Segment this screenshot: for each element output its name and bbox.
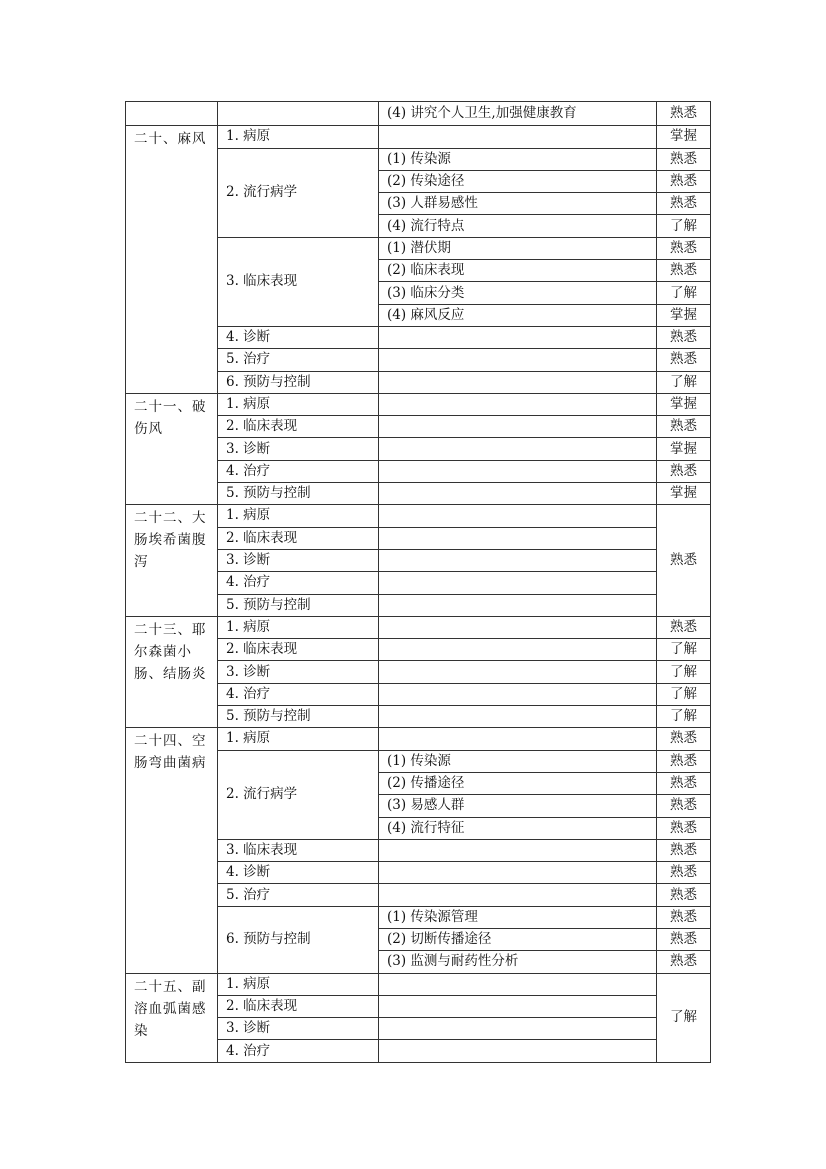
requirement-level-cell: 熟悉 xyxy=(657,728,711,750)
requirement-level-cell: 了解 xyxy=(657,282,711,304)
section-name-cell: 3. 诊断 xyxy=(218,549,379,571)
requirement-level-cell: 了解 xyxy=(657,639,711,661)
item-text-cell: (2) 临床表现 xyxy=(379,260,657,282)
section-name-cell: 3. 诊断 xyxy=(218,438,379,460)
section-name-cell: 3. 诊断 xyxy=(218,661,379,683)
item-text-cell xyxy=(379,661,657,683)
item-text-cell xyxy=(379,371,657,393)
requirement-level-cell: 熟悉 xyxy=(657,148,711,170)
item-text-cell xyxy=(379,683,657,705)
item-text-cell xyxy=(379,728,657,750)
section-name-cell: 6. 预防与控制 xyxy=(218,371,379,393)
item-text-cell: (2) 切断传播途径 xyxy=(379,928,657,950)
section-name-cell: 1. 病原 xyxy=(218,616,379,638)
unit-title-cell: 二十二、大肠埃希菌腹泻 xyxy=(126,505,218,616)
requirement-level-cell: 熟悉 xyxy=(657,505,711,616)
section-name-cell: 2. 流行病学 xyxy=(218,750,379,839)
item-text-cell xyxy=(379,393,657,415)
section-name-cell: 4. 治疗 xyxy=(218,1040,379,1062)
item-text-cell xyxy=(379,416,657,438)
item-text-cell: (4) 流行特点 xyxy=(379,215,657,237)
requirement-level-cell: 熟悉 xyxy=(657,839,711,861)
requirement-level-cell: 熟悉 xyxy=(657,772,711,794)
item-text-cell xyxy=(379,126,657,148)
requirement-level-cell: 熟悉 xyxy=(657,349,711,371)
requirement-level-cell: 熟悉 xyxy=(657,102,711,126)
section-name-cell xyxy=(218,102,379,126)
requirement-level-cell: 熟悉 xyxy=(657,260,711,282)
syllabus-table xyxy=(125,101,711,1063)
item-text-cell xyxy=(379,973,657,995)
requirement-level-cell: 了解 xyxy=(657,661,711,683)
item-text-cell xyxy=(379,594,657,616)
item-text-cell: (4) 流行特征 xyxy=(379,817,657,839)
item-text-cell xyxy=(379,527,657,549)
requirement-level-cell: 熟悉 xyxy=(657,616,711,638)
requirement-level-cell: 熟悉 xyxy=(657,750,711,772)
requirement-level-cell: 掌握 xyxy=(657,126,711,148)
syllabus-table-body xyxy=(126,102,711,1063)
section-name-cell: 3. 诊断 xyxy=(218,1018,379,1040)
item-text-cell xyxy=(379,438,657,460)
item-text-cell xyxy=(379,706,657,728)
requirement-level-cell: 熟悉 xyxy=(657,862,711,884)
unit-title-cell: 二十、麻风 xyxy=(126,126,218,394)
requirement-level-cell: 掌握 xyxy=(657,393,711,415)
item-text-cell: (1) 传染源 xyxy=(379,750,657,772)
item-text-cell xyxy=(379,349,657,371)
section-name-cell: 4. 治疗 xyxy=(218,572,379,594)
unit-title-cell: 二十三、耶尔森菌小肠、结肠炎 xyxy=(126,616,218,727)
section-name-cell: 1. 病原 xyxy=(218,126,379,148)
requirement-level-cell: 熟悉 xyxy=(657,326,711,348)
item-text-cell xyxy=(379,639,657,661)
requirement-level-cell: 熟悉 xyxy=(657,416,711,438)
requirement-level-cell: 了解 xyxy=(657,706,711,728)
requirement-level-cell: 熟悉 xyxy=(657,795,711,817)
requirement-level-cell: 熟悉 xyxy=(657,951,711,973)
item-text-cell xyxy=(379,572,657,594)
section-name-cell: 5. 预防与控制 xyxy=(218,594,379,616)
section-name-cell: 6. 预防与控制 xyxy=(218,906,379,973)
requirement-level-cell: 了解 xyxy=(657,683,711,705)
requirement-level-cell: 掌握 xyxy=(657,483,711,505)
requirement-level-cell: 熟悉 xyxy=(657,928,711,950)
item-text-cell xyxy=(379,884,657,906)
table-row xyxy=(126,973,711,995)
item-text-cell xyxy=(379,505,657,527)
section-name-cell: 4. 诊断 xyxy=(218,326,379,348)
item-text-cell xyxy=(379,549,657,571)
item-text-cell: (3) 临床分类 xyxy=(379,282,657,304)
item-text-cell: (3) 人群易感性 xyxy=(379,193,657,215)
section-name-cell: 5. 预防与控制 xyxy=(218,706,379,728)
section-name-cell: 2. 临床表现 xyxy=(218,995,379,1017)
requirement-level-cell: 熟悉 xyxy=(657,817,711,839)
item-text-cell xyxy=(379,616,657,638)
item-text-cell: (2) 传播途径 xyxy=(379,772,657,794)
section-name-cell: 5. 治疗 xyxy=(218,884,379,906)
table-row xyxy=(126,505,711,527)
section-name-cell: 1. 病原 xyxy=(218,728,379,750)
requirement-level-cell: 了解 xyxy=(657,371,711,393)
section-name-cell: 2. 临床表现 xyxy=(218,639,379,661)
table-row xyxy=(126,102,711,126)
requirement-level-cell: 熟悉 xyxy=(657,237,711,259)
table-row xyxy=(126,393,711,415)
section-name-cell: 1. 病原 xyxy=(218,393,379,415)
item-text-cell xyxy=(379,995,657,1017)
requirement-level-cell: 了解 xyxy=(657,973,711,1062)
item-text-cell xyxy=(379,483,657,505)
unit-title-cell: 二十一、破伤风 xyxy=(126,393,218,504)
item-text-cell xyxy=(379,326,657,348)
section-name-cell: 5. 治疗 xyxy=(218,349,379,371)
requirement-level-cell: 掌握 xyxy=(657,304,711,326)
section-name-cell: 4. 治疗 xyxy=(218,460,379,482)
item-text-cell xyxy=(379,1040,657,1062)
item-text-cell: (1) 传染源管理 xyxy=(379,906,657,928)
section-name-cell: 1. 病原 xyxy=(218,505,379,527)
unit-title-cell xyxy=(126,102,218,126)
item-text-cell: (4) 麻风反应 xyxy=(379,304,657,326)
unit-title-cell: 二十四、空肠弯曲菌病 xyxy=(126,728,218,973)
requirement-level-cell: 熟悉 xyxy=(657,193,711,215)
section-name-cell: 5. 预防与控制 xyxy=(218,483,379,505)
section-name-cell: 4. 治疗 xyxy=(218,683,379,705)
item-text-cell: (1) 传染源 xyxy=(379,148,657,170)
item-text-cell: (3) 监测与耐药性分析 xyxy=(379,951,657,973)
item-text-cell xyxy=(379,460,657,482)
requirement-level-cell: 熟悉 xyxy=(657,884,711,906)
section-name-cell: 2. 临床表现 xyxy=(218,527,379,549)
requirement-level-cell: 熟悉 xyxy=(657,170,711,192)
requirement-level-cell: 了解 xyxy=(657,215,711,237)
item-text-cell: (1) 潜伏期 xyxy=(379,237,657,259)
item-text-cell: (4) 讲究个人卫生,加强健康教育 xyxy=(379,102,657,126)
item-text-cell xyxy=(379,1018,657,1040)
section-name-cell: 2. 流行病学 xyxy=(218,148,379,237)
item-text-cell: (3) 易感人群 xyxy=(379,795,657,817)
section-name-cell: 2. 临床表现 xyxy=(218,416,379,438)
item-text-cell: (2) 传染途径 xyxy=(379,170,657,192)
section-name-cell: 1. 病原 xyxy=(218,973,379,995)
item-text-cell xyxy=(379,862,657,884)
section-name-cell: 4. 诊断 xyxy=(218,862,379,884)
unit-title-cell: 二十五、副溶血弧菌感染 xyxy=(126,973,218,1062)
section-name-cell: 3. 临床表现 xyxy=(218,839,379,861)
requirement-level-cell: 熟悉 xyxy=(657,460,711,482)
item-text-cell xyxy=(379,839,657,861)
table-row xyxy=(126,728,711,750)
requirement-level-cell: 掌握 xyxy=(657,438,711,460)
requirement-level-cell: 熟悉 xyxy=(657,906,711,928)
section-name-cell: 3. 临床表现 xyxy=(218,237,379,326)
table-row xyxy=(126,126,711,148)
table-row xyxy=(126,616,711,638)
